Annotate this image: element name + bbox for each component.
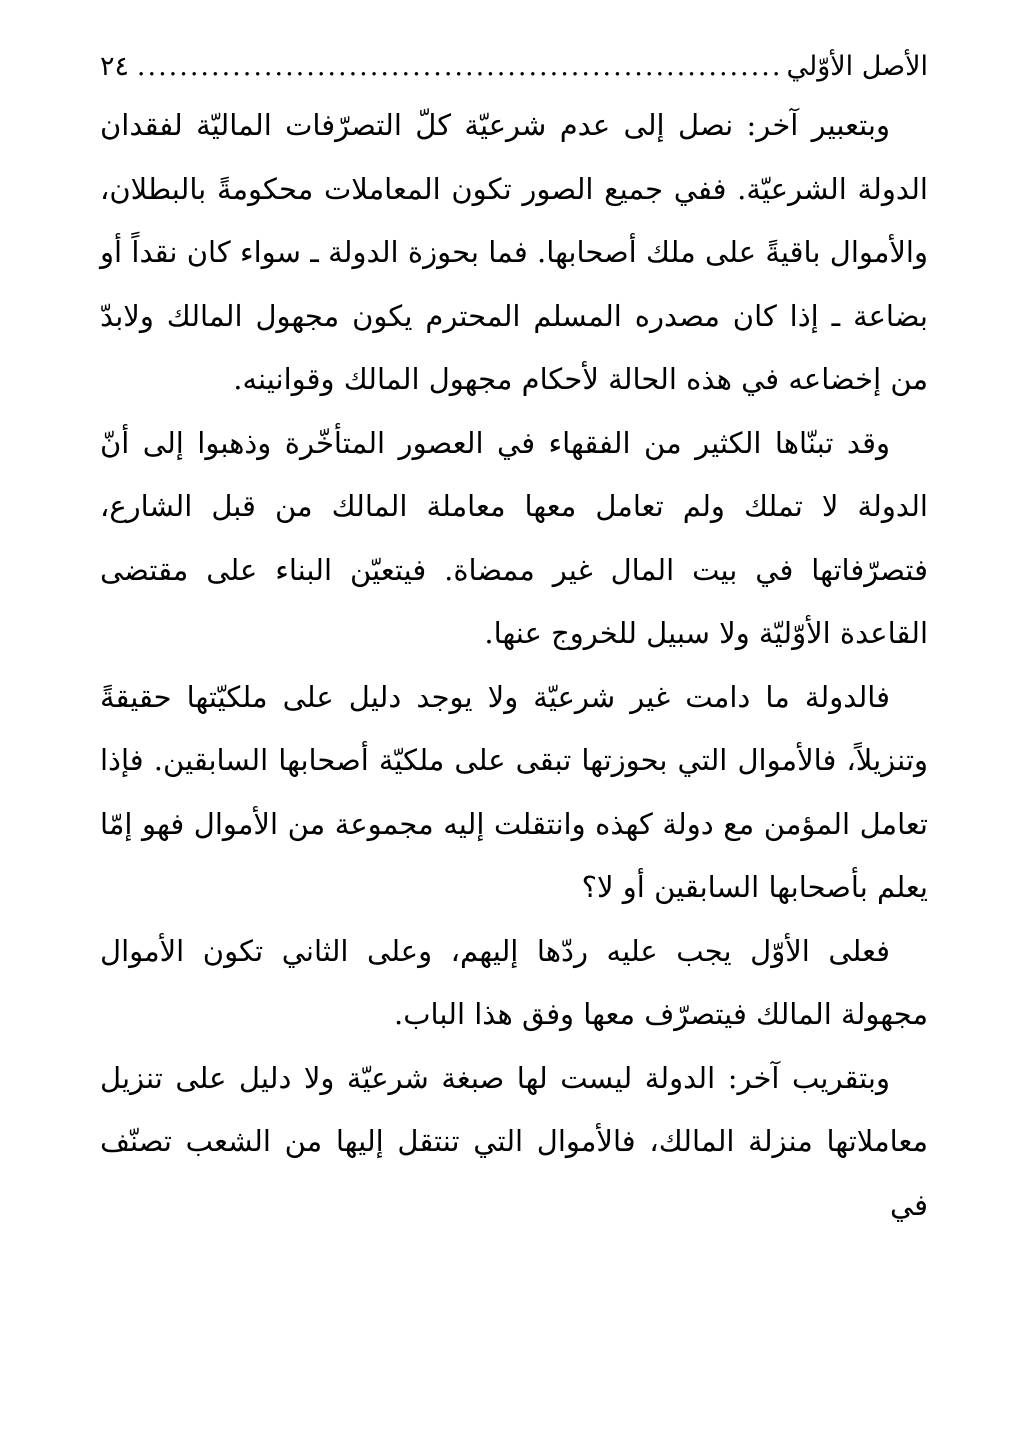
body-text <box>100 94 928 1237</box>
paragraph: وبتعبير آخر: نصل إلى عدم شرعيّة كلّ التصرّفات الماليّة لفقدان الدولة الشرعيّة. ففي جميع الصور تكون المعاملات محكومةً بالبطلان، والأموال باقيةً على ملك أصحابها. فما بحوزة الدولة ـ سواء كان نقداً أو بضاعة ـ إذا كان مصدره المسلم المحترم يكون مجهول المالك ولابدّ من إخضاعه في هذه الحالة لأحكام مجهول المالك وقوانينه. <box>100 108 928 396</box>
running-header <box>100 40 928 94</box>
paragraph: فعلى الأوّل يجب عليه ردّها إليهم، وعلى الثاني تكون الأموال مجهولة المالك فيتصرّف معها وفق هذا الباب. <box>100 933 928 1031</box>
paragraph: فالدولة ما دامت غير شرعيّة ولا يوجد دليل على ملكيّتها حقيقةً وتنزيلاً، فالأموال التي بحوزتها تبقى على ملكيّة أصحابها السابقين. فإذا تعامل المؤمن مع دولة كهذه وانتقلت إليه مجموعة من الأموال فهو إمّا يعلم بأصحابها السابقين أو لا؟ <box>100 679 928 904</box>
chapter-title: الأصل الأوّلي <box>786 51 928 82</box>
page-number: ٢٤ <box>100 51 130 82</box>
paragraph: وبتقريب آخر: الدولة ليست لها صبغة شرعيّة ولا دليل على تنزيل معاملاتها منزلة المالك، فالأموال التي تنتقل إليها من الشعب تصنّف في <box>100 1060 928 1222</box>
dot-leader <box>133 40 782 94</box>
book-page <box>100 40 928 1400</box>
paragraph: وقد تبنّاها الكثير من الفقهاء في العصور المتأخّرة وذهبوا إلى أنّ الدولة لا تملك ولم تعامل معها معاملة المالك من قبل الشارع، فتصرّفاتها في بيت المال غير ممضاة. فيتعيّن البناء على مقتضى القاعدة الأوّليّة ولا سبيل للخروج عنها. <box>100 425 928 650</box>
